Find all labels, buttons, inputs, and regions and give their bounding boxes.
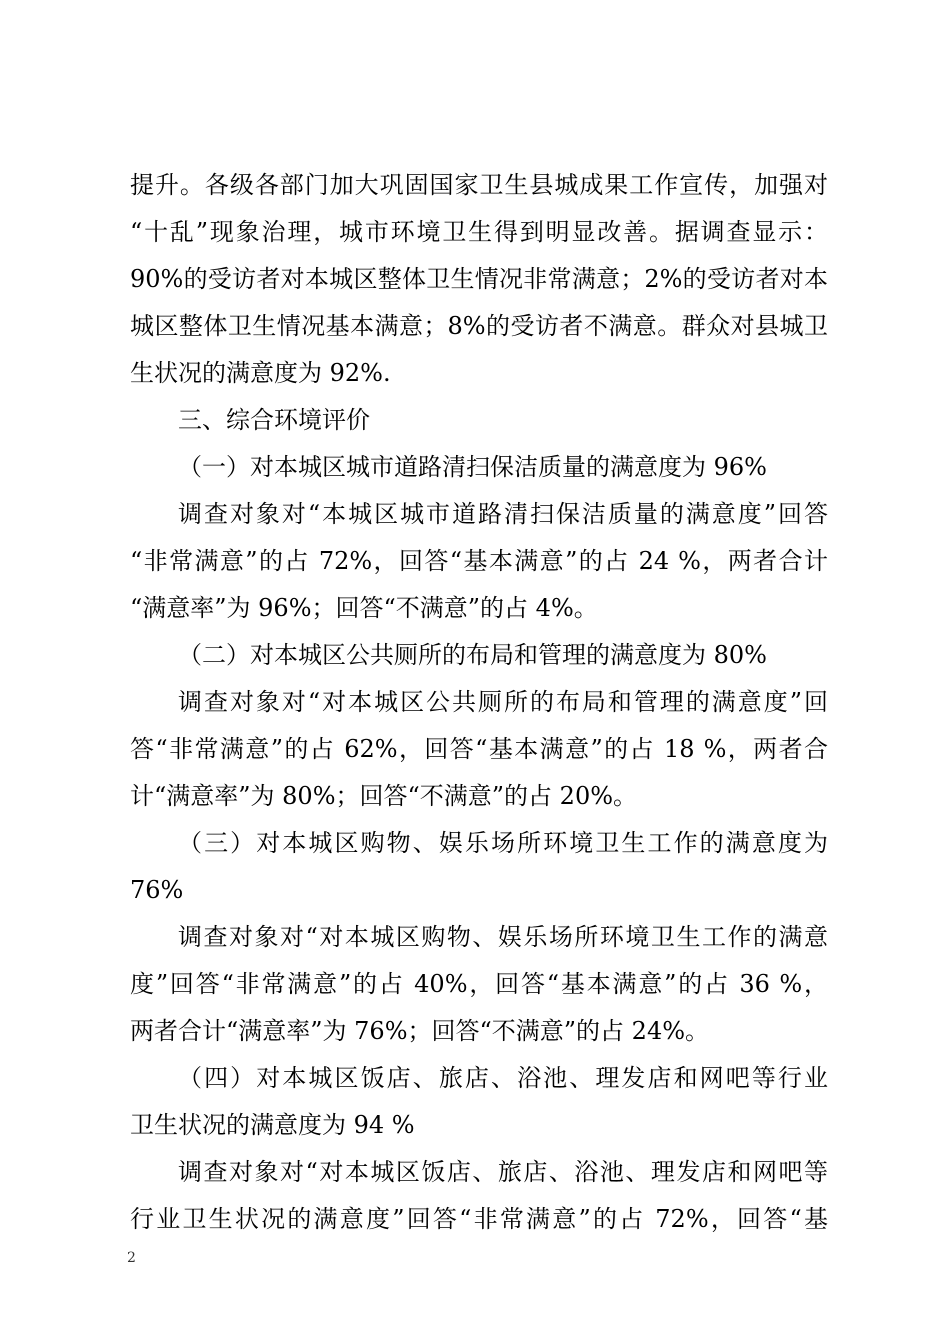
subsection-heading: （四）对本城区饭店、旅店、浴池、理发店和网吧等行业 xyxy=(178,1064,828,1092)
paragraph-line: 调查对象对“对本城区饭店、旅店、浴池、理发店和网吧等 xyxy=(178,1158,828,1186)
paragraph-line: 90%的受访者对本城区整体卫生情况非常满意；2%的受访者对本 xyxy=(130,265,828,293)
paragraph-line: 两者合计“满意率”为 76%；回答“不满意”的占 24%。 xyxy=(130,1017,710,1045)
paragraph-line: 调查对象对“对本城区购物、娱乐场所环境卫生工作的满意 xyxy=(178,923,828,951)
paragraph-line: 答“非常满意”的占 62%，回答“基本满意”的占 18 %，两者合 xyxy=(130,735,828,763)
page-number: 2 xyxy=(127,1250,136,1266)
paragraph-line: 计“满意率”为 80%；回答“不满意”的占 20%。 xyxy=(130,782,638,810)
subsection-heading-continuation: 76% xyxy=(130,876,184,904)
subsection-heading: （二）对本城区公共厕所的布局和管理的满意度为 80% xyxy=(178,641,767,669)
paragraph-line: “十乱”现象治理，城市环境卫生得到明显改善。据调查显示： xyxy=(130,218,828,246)
paragraph-line: 生状况的满意度为 92%. xyxy=(130,359,391,387)
paragraph-line: 城区整体卫生情况基本满意；8%的受访者不满意。群众对县城卫 xyxy=(130,312,828,340)
paragraph-line: 调查对象对“本城区城市道路清扫保洁质量的满意度”回答 xyxy=(178,500,828,528)
document-body xyxy=(130,162,828,1243)
paragraph-line: 提升。各级各部门加大巩固国家卫生县城成果工作宣传，加强对 xyxy=(130,171,828,199)
subsection-heading-continuation: 卫生状况的满意度为 94 % xyxy=(130,1111,415,1139)
paragraph-line: 调查对象对“对本城区公共厕所的布局和管理的满意度”回 xyxy=(178,688,828,716)
subsection-heading: （一）对本城区城市道路清扫保洁质量的满意度为 96% xyxy=(178,453,767,481)
section-heading: 三、综合环境评价 xyxy=(178,406,370,434)
paragraph-line: 度”回答“非常满意”的占 40%，回答“基本满意”的占 36 %， xyxy=(130,970,828,998)
subsection-heading: （三）对本城区购物、娱乐场所环境卫生工作的满意度为 xyxy=(178,829,828,857)
paragraph-line: “非常满意”的占 72%，回答“基本满意”的占 24 %，两者合计 xyxy=(130,547,828,575)
paragraph-line: “满意率”为 96%；回答“不满意”的占 4%。 xyxy=(130,594,598,622)
paragraph-line: 行业卫生状况的满意度”回答“非常满意”的占 72%，回答“基 xyxy=(130,1205,828,1233)
